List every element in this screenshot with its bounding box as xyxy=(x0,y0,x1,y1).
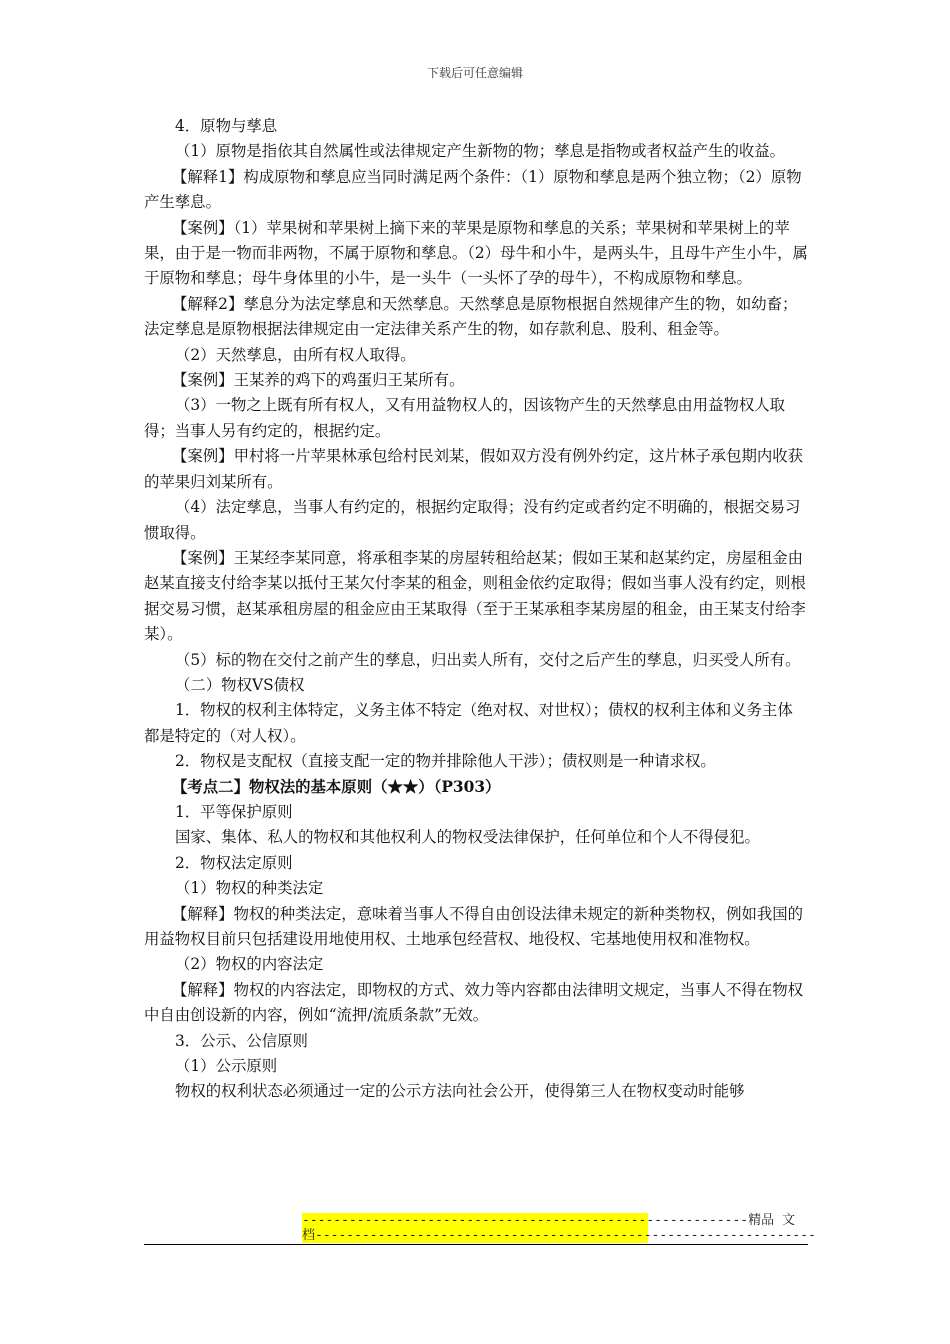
paragraph: （1）物权的种类法定 xyxy=(175,879,324,898)
paragraph: 物权的权利状态必须通过一定的公示方法向社会公开，使得第三人在物权变动时能够 xyxy=(175,1082,745,1101)
page-header: 下载后可任意编辑 xyxy=(426,66,523,80)
paragraph: 【案例】（1）苹果树和苹果树上摘下来的苹果是原物和孳息的关系；苹果树和苹果树上的苹果，由于是一物而非两物，不属于原物和孳息。（2）母牛和小牛，是两头牛，且母牛产生小牛，属于原物和孳息；母牛身体里的小牛，是一头牛（一头怀了孕的母牛），不构成原物和孳息。 xyxy=(144,218,808,288)
paragraph: 【解释】物权的种类法定，意味着当事人不得自由创设法律未规定的新种类物权，例如我国的用益物权目前只包括建设用地使用权、土地承包经营权、地役权、宅基地使用权和准物权。 xyxy=(144,904,804,948)
footer-watermark-line-2: 档---------------------------------------------------------------- xyxy=(302,1228,816,1243)
paragraph: （4）法定孳息，当事人有约定的，根据约定取得；没有约定或者约定不明确的，根据交易习惯取得。 xyxy=(144,498,801,542)
paragraph: 【解释1】构成原物和孳息应当同时满足两个条件：（1）原物和孳息是两个独立物；（2）原物产生孳息。 xyxy=(144,167,802,212)
paragraph: 1．平等保护原则 xyxy=(175,802,293,821)
paragraph: （二）物权VS债权 xyxy=(175,675,305,694)
paragraph: （5）标的物在交付之前产生的孳息，归出卖人所有，交付之后产生的孳息，归买受人所有。 xyxy=(175,650,801,669)
paragraph: （1）原物是指依其自然属性或法律规定产生新物的物；孳息是指物或者权益产生的收益。 xyxy=(175,142,786,161)
footer-watermark-line-1: ---------------------------------------------------------精品 文 xyxy=(302,1213,795,1228)
paragraph: 国家、集体、私人的物权和其他权利人的物权受法律保护，任何单位和个人不得侵犯。 xyxy=(175,828,760,847)
paragraph: 【案例】王某经李某同意，将承租李某的房屋转租给赵某；假如王某和赵某约定，房屋租金由赵某直接支付给李某以抵付王某欠付李某的租金，则租金依约定取得；假如当事人没有约定，则根据交易习惯，赵某承租房屋的租金应由王某取得（至于王某承租李某房屋的租金，由王某支付给李某）。 xyxy=(144,548,806,644)
paragraph: 4．原物与孳息 xyxy=(175,117,278,135)
paragraph: 2．物权法定原则 xyxy=(175,853,293,872)
paragraph: 【案例】王某养的鸡下的鸡蛋归王某所有。 xyxy=(172,371,465,390)
paragraph: 【案例】甲村将一片苹果林承包给村民刘某，假如双方没有例外约定，这片林子承包期内收获的苹果归刘某所有。 xyxy=(144,447,804,491)
paragraph: （3）一物之上既有所有权人，又有用益物权人的，因该物产生的天然孳息由用益物权人取得；当事人另有约定的，根据约定。 xyxy=(144,396,786,440)
paragraph: （1）公示原则 xyxy=(175,1057,278,1076)
paragraph: 【解释2】孳息分为法定孳息和天然孳息。天然孳息是原物根据自然规律产生的物，如幼畜；法定孳息是原物根据法律规定由一定法律关系产生的物，如存款利息、股利、租金等。 xyxy=(144,294,798,339)
paragraph: 1．物权的权利主体特定，义务主体不特定（绝对权、对世权）；债权的权利主体和义务主体都是特定的（对人权）。 xyxy=(144,701,793,745)
paragraph: （2）物权的内容法定 xyxy=(175,955,324,974)
paragraph: 2．物权是支配权（直接支配一定的物并排除他人干涉）；债权则是一种请求权。 xyxy=(175,752,716,771)
document-body xyxy=(144,114,808,1105)
paragraph: （2）天然孳息，由所有权人取得。 xyxy=(175,345,416,364)
footer-rule xyxy=(144,1244,808,1245)
paragraph: 【解释】物权的内容法定，即物权的方式、效力等内容都由法律明文规定，当事人不得在物权中自由创设新的内容，例如“流押/流质条款”无效。 xyxy=(144,980,804,1025)
paragraph: 3．公示、公信原则 xyxy=(175,1031,308,1050)
paragraph: 【考点二】物权法的基本原则（★★）（P303） xyxy=(172,777,501,796)
